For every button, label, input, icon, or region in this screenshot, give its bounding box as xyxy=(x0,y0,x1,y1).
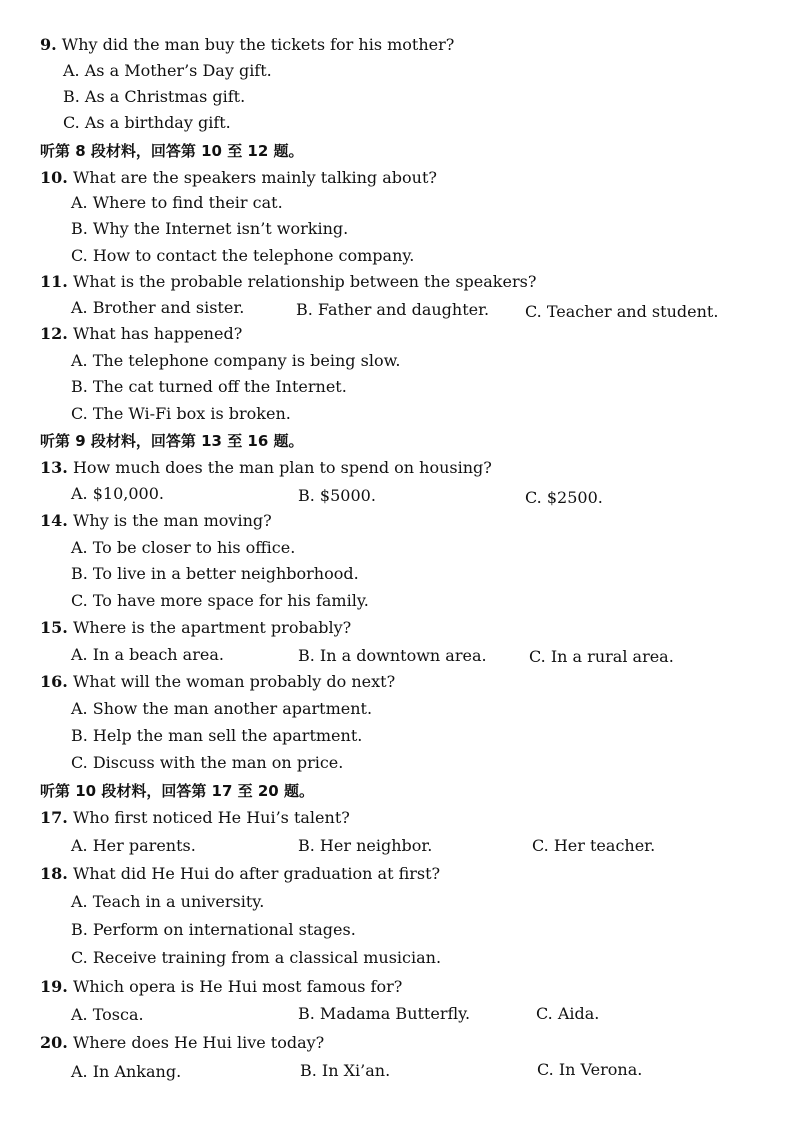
section-heading-8: 听第 8 段材料，回答第 10 至 12 题。 xyxy=(40,142,304,160)
option-10b: B. Why the Internet isn’t working. xyxy=(71,219,349,238)
question-15 xyxy=(40,618,351,637)
option-16c: C. Discuss with the man on price. xyxy=(71,753,344,772)
question-text: How much does the man plan to spend on housing? xyxy=(72,458,492,477)
question-text: Why did the man buy the tickets for his mother? xyxy=(61,35,455,54)
question-number: 20. xyxy=(40,1033,68,1052)
question-number: 19. xyxy=(40,977,68,996)
section-heading-10: 听第 10 段材料，回答第 17 至 20 题。 xyxy=(40,782,314,800)
option-9b: B. As a Christmas gift. xyxy=(63,87,246,106)
question-12 xyxy=(40,324,242,343)
option-9a: A. As a Mother’s Day gift. xyxy=(63,61,272,80)
option-17a: A. Her parents. xyxy=(71,836,196,855)
option-17b: B. Her neighbor. xyxy=(298,836,433,855)
question-number: 14. xyxy=(40,511,68,530)
option-19c: C. Aida. xyxy=(536,1004,600,1023)
question-text: Which opera is He Hui most famous for? xyxy=(72,977,403,996)
question-number: 17. xyxy=(40,808,68,827)
option-18c: C. Receive training from a classical musician. xyxy=(71,948,442,967)
question-18 xyxy=(40,864,440,883)
option-17c: C. Her teacher. xyxy=(532,836,656,855)
question-10 xyxy=(40,168,437,187)
question-20 xyxy=(40,1033,324,1052)
option-11c: C. Teacher and student. xyxy=(525,302,719,321)
question-19 xyxy=(40,977,402,996)
question-number: 12. xyxy=(40,324,68,343)
question-17 xyxy=(40,808,350,827)
question-number: 15. xyxy=(40,618,68,637)
option-15b: B. In a downtown area. xyxy=(298,646,487,665)
question-text: Who first noticed He Hui’s talent? xyxy=(72,808,350,827)
option-13a: A. $10,000. xyxy=(71,484,164,503)
option-16b: B. Help the man sell the apartment. xyxy=(71,726,363,745)
option-15a: A. In a beach area. xyxy=(71,645,224,664)
question-13 xyxy=(40,458,492,477)
question-number: 11. xyxy=(40,272,68,291)
question-text: What did He Hui do after graduation at first? xyxy=(72,864,441,883)
option-15c: C. In a rural area. xyxy=(529,647,674,666)
question-number: 9. xyxy=(40,35,57,54)
option-20b: B. In Xi’an. xyxy=(300,1061,391,1080)
option-14a: A. To be closer to his office. xyxy=(71,538,296,557)
option-10a: A. Where to find their cat. xyxy=(71,193,283,212)
question-text: What are the speakers mainly talking about? xyxy=(72,168,437,187)
section-heading-9: 听第 9 段材料，回答第 13 至 16 题。 xyxy=(40,432,304,450)
question-number: 18. xyxy=(40,864,68,883)
option-19b: B. Madama Butterfly. xyxy=(298,1004,471,1023)
question-text: Where does He Hui live today? xyxy=(72,1033,325,1052)
option-12b: B. The cat turned off the Internet. xyxy=(71,377,347,396)
option-14c: C. To have more space for his family. xyxy=(71,591,369,610)
option-11b: B. Father and daughter. xyxy=(296,300,490,319)
question-11 xyxy=(40,272,536,291)
question-text: What will the woman probably do next? xyxy=(72,672,396,691)
question-16 xyxy=(40,672,395,691)
option-18a: A. Teach in a university. xyxy=(71,892,265,911)
question-number: 16. xyxy=(40,672,68,691)
question-14 xyxy=(40,511,272,530)
option-20c: C. In Verona. xyxy=(537,1060,643,1079)
question-number: 10. xyxy=(40,168,68,187)
option-10c: C. How to contact the telephone company. xyxy=(71,246,415,265)
option-14b: B. To live in a better neighborhood. xyxy=(71,564,359,583)
option-11a: A. Brother and sister. xyxy=(71,298,245,317)
option-20a: A. In Ankang. xyxy=(71,1062,182,1081)
question-9 xyxy=(40,35,454,54)
option-18b: B. Perform on international stages. xyxy=(71,920,356,939)
option-12c: C. The Wi-Fi box is broken. xyxy=(71,404,291,423)
option-19a: A. Tosca. xyxy=(71,1005,144,1024)
option-9c: C. As a birthday gift. xyxy=(63,113,231,132)
question-text: What has happened? xyxy=(72,324,243,343)
question-text: What is the probable relationship between the speakers? xyxy=(72,272,537,291)
question-text: Where is the apartment probably? xyxy=(72,618,352,637)
option-12a: A. The telephone company is being slow. xyxy=(71,351,401,370)
question-number: 13. xyxy=(40,458,68,477)
option-16a: A. Show the man another apartment. xyxy=(71,699,373,718)
option-13b: B. $5000. xyxy=(298,486,376,505)
question-text: Why is the man moving? xyxy=(72,511,272,530)
option-13c: C. $2500. xyxy=(525,488,603,507)
